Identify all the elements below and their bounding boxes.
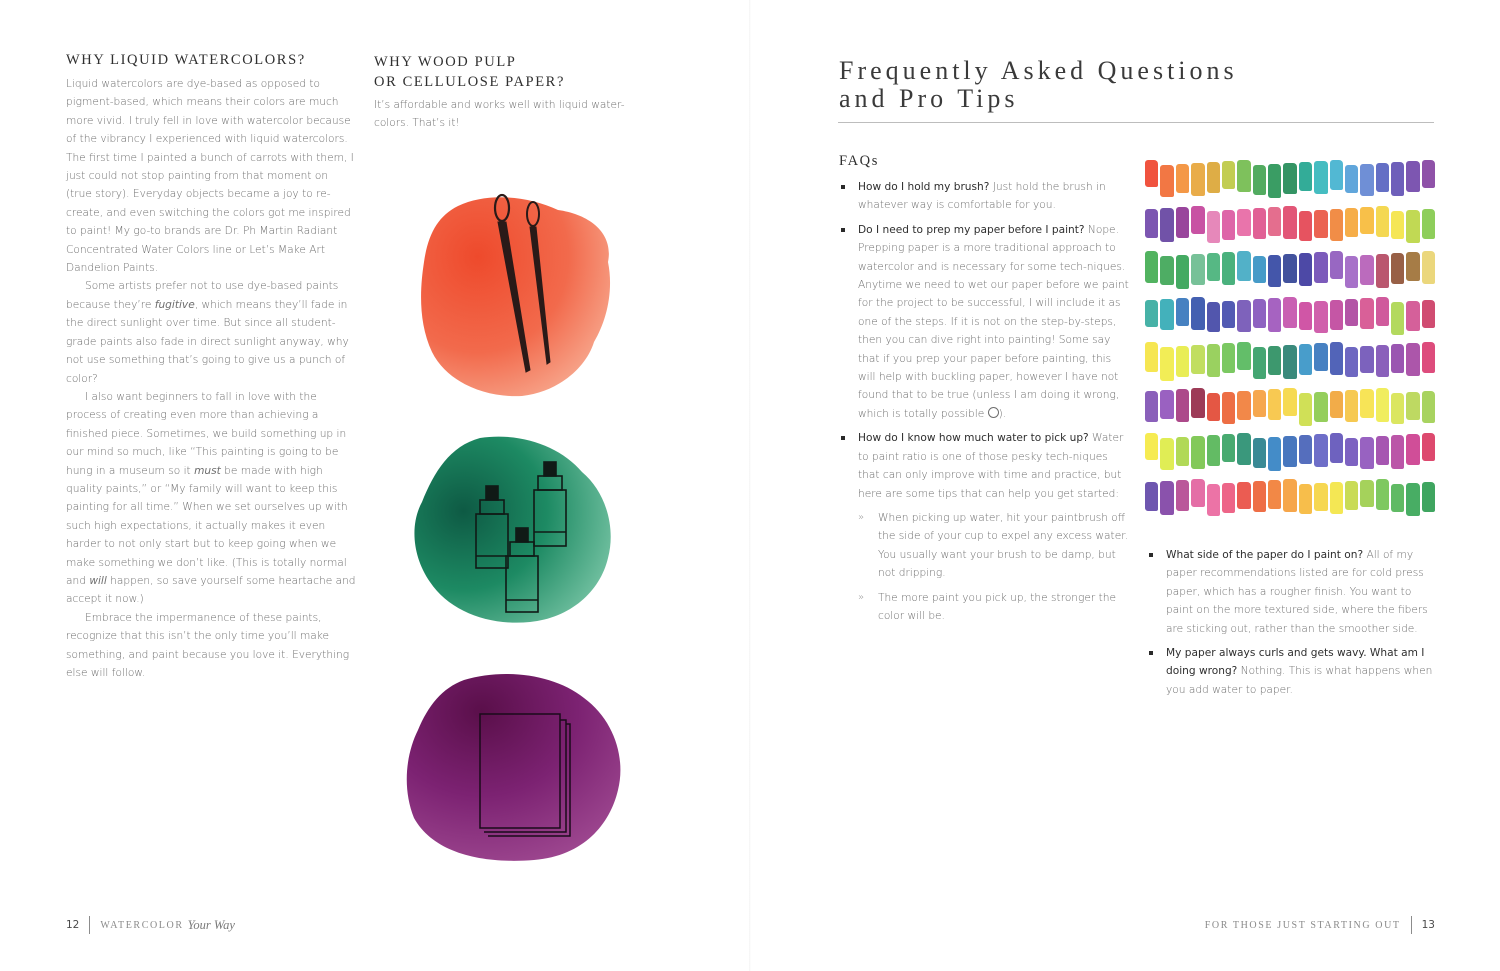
paint-stroke bbox=[1376, 436, 1389, 465]
paint-stroke bbox=[1160, 165, 1173, 197]
swatch-row bbox=[1145, 433, 1435, 467]
paint-stroke bbox=[1207, 484, 1220, 517]
paint-stroke bbox=[1299, 344, 1312, 375]
paint-stroke bbox=[1253, 299, 1266, 329]
page-number: 13 bbox=[1421, 919, 1435, 931]
paint-stroke bbox=[1360, 437, 1373, 469]
paint-stroke bbox=[1237, 391, 1250, 421]
swatch-row bbox=[1145, 297, 1435, 331]
page-number: 12 bbox=[66, 919, 80, 931]
faq-item: How do I hold my brush? Just hold the brush in whatever way is comfortable for you. bbox=[839, 178, 1131, 215]
paint-stroke bbox=[1237, 482, 1250, 510]
paint-stroke bbox=[1283, 254, 1296, 283]
paint-stroke bbox=[1145, 209, 1158, 239]
paint-stroke bbox=[1330, 209, 1343, 242]
paint-stroke bbox=[1207, 435, 1220, 466]
faq-item: My paper always curls and gets wavy. What am I doing wrong? Nothing. This is what happens when you add water to paper. bbox=[1147, 644, 1439, 699]
paint-stroke bbox=[1283, 479, 1296, 513]
paint-stroke bbox=[1191, 345, 1204, 374]
paint-stroke bbox=[1237, 251, 1250, 281]
paint-stroke bbox=[1299, 435, 1312, 464]
paint-stroke bbox=[1406, 252, 1419, 281]
book-title: WATERCOLOR bbox=[100, 919, 184, 931]
paint-stroke bbox=[1422, 342, 1435, 373]
section-heading: WHY WOOD PULP OR CELLULOSE PAPER? bbox=[374, 54, 565, 90]
paint-stroke bbox=[1283, 163, 1296, 194]
paint-stroke bbox=[1376, 254, 1389, 288]
paint-stroke bbox=[1176, 298, 1189, 327]
paint-stroke bbox=[1145, 433, 1158, 460]
paint-stroke bbox=[1160, 256, 1173, 285]
paint-stroke bbox=[1360, 255, 1373, 285]
paint-stroke bbox=[1207, 344, 1220, 377]
paint-stroke bbox=[1253, 438, 1266, 468]
paint-stroke bbox=[1345, 299, 1358, 327]
paint-stroke bbox=[1160, 390, 1173, 419]
double-chevron-icon: » bbox=[858, 591, 865, 603]
liquid-watercolors-section bbox=[66, 52, 356, 682]
paint-stroke bbox=[1237, 433, 1250, 465]
paint-stroke bbox=[1314, 301, 1327, 334]
paintbrush-illustration bbox=[418, 192, 614, 398]
section-heading: WHY LIQUID WATERCOLORS? bbox=[66, 52, 306, 68]
paint-stroke bbox=[1330, 251, 1343, 279]
paint-stroke bbox=[1237, 160, 1250, 192]
tip-item: » The more paint you pick up, the stronger the color will be. bbox=[858, 589, 1131, 626]
paint-stroke bbox=[1406, 210, 1419, 243]
paint-stroke bbox=[1330, 391, 1343, 419]
paint-stroke bbox=[1422, 482, 1435, 513]
right-footer bbox=[1205, 916, 1435, 934]
paint-stroke bbox=[1222, 301, 1235, 329]
bullet-icon bbox=[841, 185, 845, 189]
paint-stroke bbox=[1299, 393, 1312, 426]
paint-stroke bbox=[1406, 161, 1419, 192]
paint-stroke bbox=[1330, 482, 1343, 515]
paint-stroke bbox=[1207, 302, 1220, 333]
paint-stroke bbox=[1314, 392, 1327, 423]
bullet-icon bbox=[1149, 553, 1153, 557]
footer-divider bbox=[1411, 916, 1412, 934]
paint-stroke bbox=[1253, 481, 1266, 513]
paint-stroke bbox=[1376, 297, 1389, 326]
paint-stroke bbox=[1330, 433, 1343, 463]
paint-stroke bbox=[1360, 207, 1373, 234]
paint-stroke bbox=[1160, 481, 1173, 515]
paint-stroke bbox=[1422, 300, 1435, 328]
paint-stroke bbox=[1422, 433, 1435, 461]
paragraph: Some artists prefer not to use dye-based paints because they’re fugitive, which means they’ll fade in the direct sunlight over time. But since all student-grade paints also fade in direct sunlight anyway, why not use something that’s going to give us a punch of color? bbox=[66, 280, 349, 385]
paint-stroke bbox=[1191, 297, 1204, 330]
paint-stroke bbox=[1345, 208, 1358, 238]
paint-stroke bbox=[1391, 393, 1404, 424]
paint-stroke bbox=[1299, 484, 1312, 515]
faq-item: What side of the paper do I paint on? All of my paper recommendations listed are for cold press paper, which has a rougher finish. You want to paint on the more textured side, where the fibers are sticking out, rather than the smoother side. bbox=[1147, 546, 1439, 638]
paint-stroke bbox=[1391, 211, 1404, 240]
paint-stroke bbox=[1299, 302, 1312, 331]
smiley-icon bbox=[988, 407, 999, 418]
paint-stroke bbox=[1345, 165, 1358, 193]
tips-list bbox=[858, 509, 1131, 625]
paint-stroke bbox=[1268, 389, 1281, 421]
running-head: FOR THOSE JUST STARTING OUT bbox=[1204, 919, 1401, 931]
paint-stroke bbox=[1222, 161, 1235, 189]
paint-stroke bbox=[1222, 210, 1235, 240]
paint-stroke bbox=[1176, 480, 1189, 511]
paint-stroke bbox=[1360, 389, 1373, 419]
wood-pulp-paper-section bbox=[374, 52, 634, 133]
bullet-icon bbox=[841, 228, 845, 232]
paint-stroke bbox=[1391, 344, 1404, 373]
paint-stroke bbox=[1253, 347, 1266, 379]
swatch-row bbox=[1145, 342, 1435, 376]
paint-stroke bbox=[1176, 437, 1189, 466]
paint-stroke bbox=[1207, 211, 1220, 244]
paint-stroke bbox=[1191, 436, 1204, 469]
paper-stack-illustration bbox=[404, 668, 626, 864]
paint-stroke bbox=[1391, 484, 1404, 513]
double-chevron-icon: » bbox=[858, 511, 865, 523]
paint-stroke bbox=[1207, 393, 1220, 421]
paint-stroke bbox=[1268, 346, 1281, 375]
paint-stroke bbox=[1160, 347, 1173, 381]
paint-stroke bbox=[1222, 434, 1235, 462]
footer-divider bbox=[89, 916, 90, 934]
paragraph: Embrace the impermanence of these paints, recognize that this isn’t the only time you’ll make something, and paint because you love it. Everything else will follow. bbox=[66, 611, 350, 679]
section-body: It’s affordable and works well with liquid water-colors. That’s it! bbox=[374, 99, 625, 130]
paint-stroke bbox=[1145, 342, 1158, 372]
paint-stroke bbox=[1283, 436, 1296, 467]
book-title-script: Your Way bbox=[187, 917, 235, 932]
paint-stroke bbox=[1422, 160, 1435, 188]
faqs-heading: FAQs bbox=[839, 153, 879, 169]
bullet-icon bbox=[1149, 651, 1153, 655]
paint-stroke bbox=[1268, 298, 1281, 332]
paint-stroke bbox=[1376, 163, 1389, 192]
dropper-bottles-illustration bbox=[410, 432, 620, 624]
paint-stroke bbox=[1191, 479, 1204, 508]
paint-stroke bbox=[1330, 300, 1343, 330]
paint-stroke bbox=[1253, 208, 1266, 240]
tip-item: » When picking up water, hit your paintbrush off the side of your cup to expel any excess water. You usually want your brush to be damp, but not dripping. bbox=[858, 509, 1131, 583]
paint-stroke bbox=[1283, 388, 1296, 417]
paint-stroke bbox=[1253, 256, 1266, 283]
paint-stroke bbox=[1376, 388, 1389, 422]
paint-stroke bbox=[1283, 206, 1296, 240]
paint-stroke bbox=[1145, 160, 1158, 187]
paint-stroke bbox=[1207, 162, 1220, 193]
paint-stroke bbox=[1360, 346, 1373, 373]
paint-stroke bbox=[1376, 206, 1389, 238]
paint-stroke bbox=[1406, 434, 1419, 465]
paint-stroke bbox=[1345, 390, 1358, 422]
paint-stroke bbox=[1330, 160, 1343, 190]
paint-stroke bbox=[1237, 342, 1250, 370]
paint-stroke bbox=[1422, 251, 1435, 284]
paint-stroke bbox=[1391, 302, 1404, 336]
paint-stroke bbox=[1406, 483, 1419, 516]
paragraph: I also want beginners to fall in love with the process of creating even more than achieving a finished piece. Sometimes, we build something up in our mind so much, like “This painting is going to be hung in a museum so it must be made with high quality paints,” or “My family will want to keep this painting for all time.” When we set ourselves up with such high expectations, it actually makes it even harder to not only start but to keep going when we make something we don’t like. (This is totally normal and will happen, so save yourself some heartache and accept it now.) bbox=[66, 390, 356, 606]
paint-stroke bbox=[1330, 342, 1343, 375]
paint-stroke bbox=[1422, 391, 1435, 424]
paint-stroke bbox=[1207, 253, 1220, 281]
section-body bbox=[66, 75, 356, 682]
swatch-row bbox=[1145, 160, 1435, 194]
paint-stroke bbox=[1376, 479, 1389, 511]
paint-stroke bbox=[1176, 255, 1189, 289]
paint-stroke bbox=[1360, 298, 1373, 330]
paint-stroke bbox=[1145, 391, 1158, 423]
left-footer bbox=[66, 916, 235, 934]
faq-column-right bbox=[1147, 546, 1439, 705]
paint-stroke bbox=[1376, 345, 1389, 377]
faq-item: Do I need to prep my paper before I paint? Nope. Prepping paper is a more traditional approach to watercolor and is necessary for some tech-niques. Anytime we need to wet our paper before we paint for the project to be successful, I will include it as one of the steps. If it is not on the step-by-steps, then you can dive right into painting! Some say that if you prep your paper before painting, this will help with buckling paper, however I have not found that to be true (unless I am doing it wrong, which is totally possible ). bbox=[839, 221, 1131, 423]
faq-item: How do I know how much water to pick up? Water to paint ratio is one of those pesky tech-niques that can only improve with time and practice, but here are some tips that can help you get started: » When picking up water, hit your paintbrush off the side of your cup to expel any excess water. You usually want your brush to be damp, but not dripping. » The more paint you pick up, the stronger the color will be. bbox=[839, 429, 1131, 625]
paint-stroke bbox=[1345, 438, 1358, 466]
swatch-row bbox=[1145, 388, 1435, 422]
paint-stroke bbox=[1360, 164, 1373, 196]
paint-stroke bbox=[1406, 392, 1419, 421]
paint-stroke bbox=[1191, 206, 1204, 235]
paint-stroke bbox=[1314, 483, 1327, 511]
paint-stroke bbox=[1191, 388, 1204, 419]
paint-stroke bbox=[1237, 300, 1250, 332]
paint-stroke bbox=[1253, 165, 1266, 195]
title-divider bbox=[838, 122, 1434, 123]
paint-stroke bbox=[1283, 345, 1296, 379]
paint-stroke bbox=[1314, 343, 1327, 371]
paint-stroke bbox=[1314, 210, 1327, 238]
paint-stroke bbox=[1314, 161, 1327, 194]
paragraph: Liquid watercolors are dye-based as opposed to pigment-based, which means their colors are much more vivid. I truly fell in love with watercolor because of the vibrancy I experienced with liquid watercolors. The first time I painted a bunch of carrots with them, I just could not stop painting from that moment on (true story). Everyday objects became a joy to re-create, and even switching the colors got me inspired to paint! My go-to brands are Dr. Ph Martin Radiant Concentrated Water Colors line or Let’s Make Art Dandelion Paints. bbox=[66, 78, 354, 275]
watercolor-swatch-image bbox=[1145, 160, 1435, 522]
paint-stroke bbox=[1268, 164, 1281, 198]
paint-stroke bbox=[1145, 300, 1158, 327]
paint-stroke bbox=[1391, 162, 1404, 196]
paint-stroke bbox=[1222, 483, 1235, 513]
paint-stroke bbox=[1391, 253, 1404, 284]
paint-stroke bbox=[1160, 438, 1173, 470]
paint-stroke bbox=[1268, 437, 1281, 471]
paint-stroke bbox=[1314, 434, 1327, 467]
paint-stroke bbox=[1253, 390, 1266, 417]
paint-stroke bbox=[1406, 301, 1419, 332]
paint-stroke bbox=[1314, 252, 1327, 283]
paint-stroke bbox=[1360, 480, 1373, 507]
paint-stroke bbox=[1283, 297, 1296, 328]
paint-stroke bbox=[1345, 347, 1358, 377]
paint-stroke bbox=[1268, 480, 1281, 509]
paint-stroke bbox=[1160, 299, 1173, 331]
paint-stroke bbox=[1191, 254, 1204, 285]
paint-stroke bbox=[1145, 251, 1158, 283]
paint-stroke bbox=[1345, 256, 1358, 288]
paint-stroke bbox=[1222, 343, 1235, 373]
page-title: Frequently Asked Questions and Pro Tips bbox=[839, 56, 1238, 113]
paint-stroke bbox=[1345, 481, 1358, 511]
faq-column-left bbox=[839, 178, 1131, 631]
paint-stroke bbox=[1299, 253, 1312, 286]
paint-stroke bbox=[1145, 482, 1158, 512]
paint-stroke bbox=[1160, 208, 1173, 242]
paint-stroke bbox=[1222, 252, 1235, 285]
paint-stroke bbox=[1299, 211, 1312, 242]
swatch-row bbox=[1145, 479, 1435, 513]
paint-stroke bbox=[1237, 209, 1250, 237]
paint-stroke bbox=[1268, 207, 1281, 236]
paint-stroke bbox=[1406, 343, 1419, 376]
bullet-icon bbox=[841, 436, 845, 440]
paint-stroke bbox=[1176, 389, 1189, 423]
paint-stroke bbox=[1422, 209, 1435, 240]
paint-stroke bbox=[1176, 164, 1189, 193]
swatch-row bbox=[1145, 251, 1435, 285]
paint-stroke bbox=[1391, 435, 1404, 469]
paint-stroke bbox=[1268, 255, 1281, 287]
paint-stroke bbox=[1222, 392, 1235, 425]
paint-stroke bbox=[1299, 162, 1312, 191]
paint-stroke bbox=[1176, 346, 1189, 377]
swatch-row bbox=[1145, 206, 1435, 240]
paint-stroke bbox=[1176, 207, 1189, 238]
paint-stroke bbox=[1191, 163, 1204, 196]
